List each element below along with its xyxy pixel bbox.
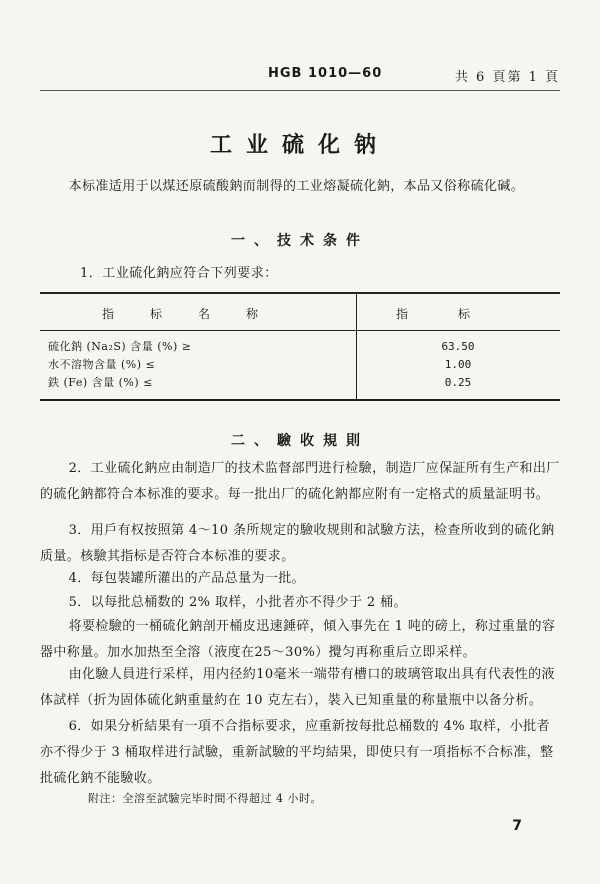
item-1: 1．工业硫化鈉应符合下列要求：	[80, 266, 278, 281]
footnote: 附注：全溶至試驗完毕时間不得超过 4 小时。	[88, 792, 322, 805]
page-info: 共 6 頁第 1 頁	[454, 70, 560, 85]
table-header-name: 指标名称	[101, 307, 294, 321]
section-heading-acceptance-rules: 二、驗收規則	[231, 433, 369, 449]
table-cell-value: 63.50	[441, 340, 475, 353]
standard-code: HGB 1010—60	[268, 66, 383, 81]
paragraph-2: 2．工业硫化鈉应由制造厂的技术监督部門进行检驗，制造厂应保証所有生产和出厂的硫化鈉都符合本标准的要求。每一批出厂的硫化鈉都应附有一定格式的质量証明书。	[40, 461, 560, 502]
table-cell-name: 水不溶物含量 (%) ≤	[48, 358, 156, 371]
spec-table	[40, 292, 560, 401]
table-cell-value: 0.25	[444, 376, 472, 389]
table-row	[40, 374, 560, 392]
intro-paragraph: 本标准适用于以煤还原硫酸鈉而制得的工业熔凝硫化鈉，本品又俗称硫化碱。	[68, 179, 525, 194]
table-header-row	[40, 294, 560, 331]
table-header-spec: 指标	[395, 307, 520, 321]
table-row	[40, 338, 560, 356]
table-cell-name: 硫化鈉 (Na₂S) 含量 (%) ≥	[48, 340, 192, 353]
paragraph-4: 4．每包裝罐所灌出的产品总量为一批。	[68, 571, 306, 586]
table-cell-name: 鉄 (Fe) 含量 (%) ≤	[48, 376, 153, 389]
document-title: 工业硫化钠	[209, 132, 390, 158]
table-row	[40, 356, 560, 374]
paragraph-5: 5．以每批总桶数的 2% 取样，小批者亦不得少于 2 桶。	[68, 595, 407, 610]
paragraph-3: 3．用戶有权按照第 4～10 条所规定的驗收规則和試驗方法，检查所收到的硫化鈉质量。核驗其指标是否符合本标准的要求。	[40, 523, 555, 564]
section-heading-technical-conditions: 一、技术条件	[231, 233, 369, 249]
table-cell-value: 1.00	[444, 358, 472, 371]
header-divider	[40, 90, 560, 91]
paragraph-6: 6．如果分析結果有一項不合指标要求，应重新按每批总桶数的 4% 取样，小批者亦不得少于 3 桶取样进行試驗，重新試驗的平均結果，即使只有一項指标不合标准，整批硫化鈉不能驗收。	[40, 719, 554, 786]
paragraph-5-sampling: 将要检驗的一桶硫化鈉剖开桶皮迅速錘碎，傾入事先在 1 吨的磅上，称过重量的容器中称量。加水加热至全溶（液度在25～30%）攪匀再称重后立即采样。	[40, 619, 556, 660]
page-header	[40, 66, 560, 86]
paragraph-5-lab-sampling: 由化驗人員进行采样，用内径約10毫米一端带有槽口的玻璃管取出具有代表性的液体試样（折为固体硫化鈉重量約在 10 克左右），裝入已知重量的称量瓶中以备分析。	[40, 667, 555, 708]
page-number: 7	[512, 818, 522, 834]
